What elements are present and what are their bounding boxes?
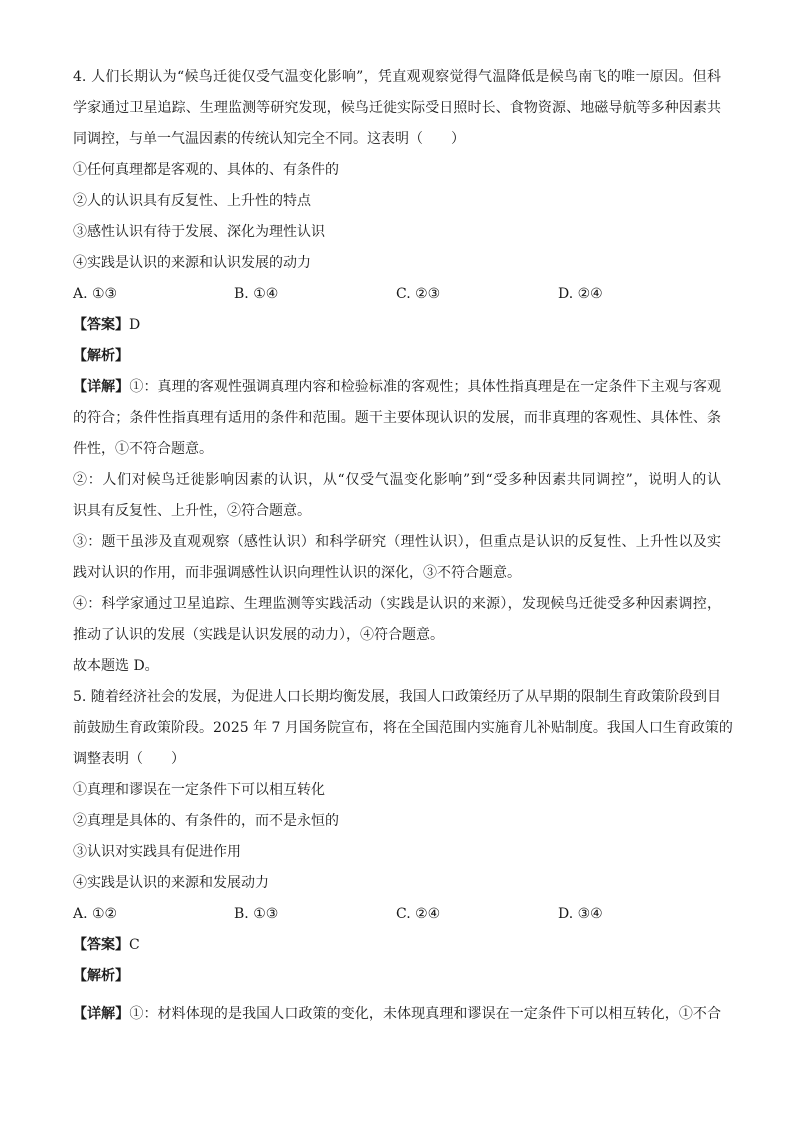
q4-statement-2: ②人的认识具有反复性、上升性的特点 <box>73 193 311 209</box>
q4-detail-line: 件性，①不符合题意。 <box>73 441 213 457</box>
q4-detail-line: 推动了认识的发展（实践是认识发展的动力），④符合题意。 <box>73 627 444 643</box>
q5-option-a: A. ①② <box>73 906 118 922</box>
q5-statement-2: ②真理是具体的、有条件的，而不是永恒的 <box>73 813 339 829</box>
q4-stem-line: 4. 人们长期认为“候鸟迁徙仅受气温变化影响”，凭直观观察觉得气温降低是候鸟南飞的唯一原因。但科 <box>73 69 721 85</box>
q4-option-b: B. ①④ <box>234 286 279 302</box>
q5-option-b: B. ①③ <box>234 906 279 922</box>
q4-statement-4: ④实践是认识的来源和认识发展的动力 <box>73 255 311 271</box>
q4-detail-line: 践对认识的作用，而非强调感性认识向理性认识的深化，③不符合题意。 <box>73 565 521 581</box>
answer-tag: 【答案】 <box>73 937 129 953</box>
q5-statement-4: ④实践是认识的来源和发展动力 <box>73 875 269 891</box>
q4-statement-1: ①任何真理都是客观的、具体的、有条件的 <box>73 162 339 178</box>
q5-stem-line: 5. 随着经济社会的发展，为促进人口长期均衡发展，我国人口政策经历了从早期的限制生育政策阶段到目 <box>73 689 721 705</box>
q4-option-c: C. ②③ <box>396 286 441 302</box>
q5-analysis-label: 【解析】 <box>73 968 129 984</box>
q5-stem-line: 调整表明（ ） <box>73 751 185 767</box>
q5-option-c: C. ②④ <box>396 906 441 922</box>
q4-detail-line: ④：科学家通过卫星追踪、生理监测等实践活动（实践是认识的来源），发现候鸟迁徙受多种因素调控， <box>73 596 721 612</box>
q5-options <box>73 904 721 924</box>
q4-statement-3: ③感性认识有待于发展、深化为理性认识 <box>73 224 325 240</box>
answer-tag: 【答案】 <box>73 317 129 333</box>
q4-detail-line: ③：题干虽涉及直观观察（感性认识）和科学研究（理性认识），但重点是认识的反复性、上升性以及实 <box>73 534 721 550</box>
q5-option-d: D. ③④ <box>558 906 603 922</box>
q4-stem-line: 同调控，与单一气温因素的传统认知完全不同。这表明（ ） <box>73 131 465 147</box>
q5-detail-line: 【详解】①：材料体现的是我国人口政策的变化，未体现真理和谬误在一定条件下可以相互转化，①不合 <box>73 1006 722 1022</box>
q4-conclusion: 故本题选 D。 <box>73 658 159 674</box>
answer-value: D <box>129 317 141 333</box>
q4-option-a: A. ①③ <box>73 286 118 302</box>
answer-value: C <box>129 937 140 953</box>
q4-analysis-label: 【解析】 <box>73 348 129 364</box>
q5-answer <box>73 935 140 955</box>
q4-detail-line: 识具有反复性、上升性，②符合题意。 <box>73 503 311 519</box>
q4-detail-line: 【详解】①：真理的客观性强调真理内容和检验标准的客观性；具体性指真理是在一定条件下主观与客观 <box>73 379 722 395</box>
q4-options <box>73 284 721 304</box>
q4-stem-line: 学家通过卫星追踪、生理监测等研究发现，候鸟迁徙实际受日照时长、食物资源、地磁导航等多种因素共 <box>73 100 721 116</box>
detail-tag: 【详解】 <box>73 379 130 395</box>
q5-stem-line: 前鼓励生育政策阶段。2025 年 7 月国务院宣布，将在全国范围内实施育儿补贴制度。我国人口生育政策的 <box>73 720 733 736</box>
q4-option-d: D. ②④ <box>558 286 603 302</box>
q5-statement-1: ①真理和谬误在一定条件下可以相互转化 <box>73 782 325 798</box>
q4-answer <box>73 315 140 335</box>
detail-tag: 【详解】 <box>73 1006 130 1022</box>
q4-detail-line: 的符合；条件性指真理有适用的条件和范围。题干主要体现认识的发展，而非真理的客观性、具体性、条 <box>73 410 721 426</box>
q5-statement-3: ③认识对实践具有促进作用 <box>73 844 241 860</box>
q4-detail-line: ②：人们对候鸟迁徙影响因素的认识，从“仅受气温变化影响”到“受多种因素共同调控”，说明人的认 <box>73 472 721 488</box>
